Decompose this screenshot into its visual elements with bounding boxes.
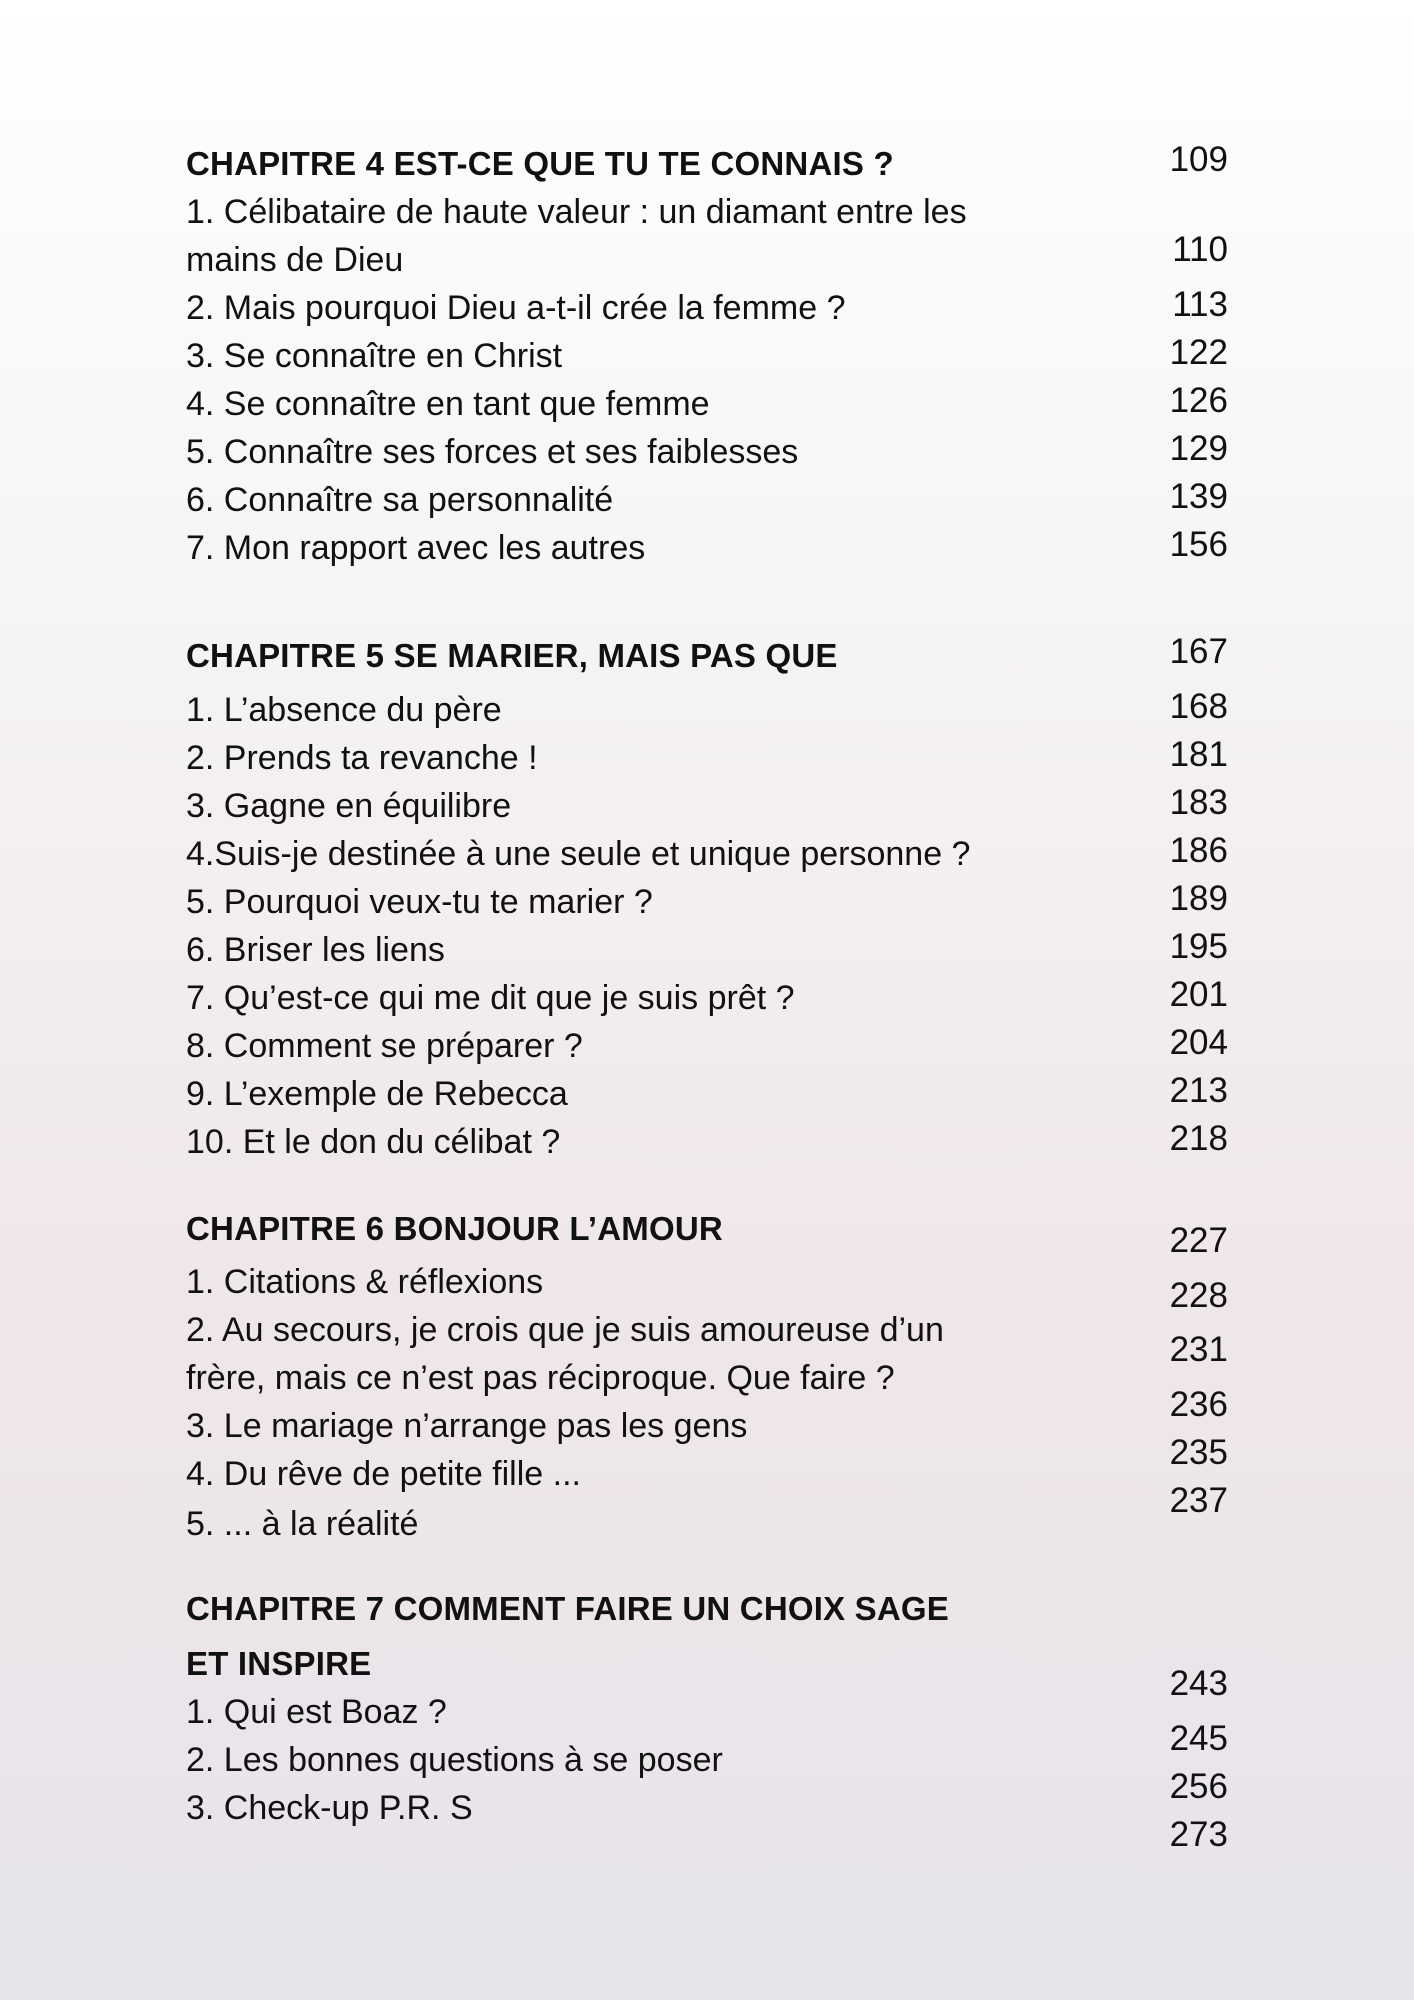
page-number: 256 <box>1169 1767 1228 1806</box>
page-number: 201 <box>1169 975 1228 1014</box>
toc-entry: 3. Se connaître en Christ <box>186 337 563 375</box>
page-number: 231 <box>1169 1330 1228 1369</box>
toc-entry: 4. Se connaître en tant que femme <box>186 385 710 423</box>
toc-entry: 8. Comment se préparer ? <box>186 1027 583 1065</box>
toc-entry: 6. Briser les liens <box>186 931 445 969</box>
page-number: 186 <box>1169 831 1228 870</box>
page-number: 156 <box>1169 525 1228 564</box>
page-number: 243 <box>1169 1664 1228 1703</box>
page-number: 181 <box>1169 735 1228 774</box>
page-number: 129 <box>1169 429 1228 468</box>
toc-entry: 1. Qui est Boaz ? <box>186 1693 447 1731</box>
page-number: 235 <box>1169 1433 1228 1472</box>
toc-entry: 5. Pourquoi veux-tu te marier ? <box>186 883 653 921</box>
chapter-heading-continuation: ET INSPIRE <box>186 1645 372 1682</box>
page-number: 227 <box>1169 1221 1228 1260</box>
toc-entry: 1. L’absence du père <box>186 691 502 729</box>
toc-entry: 2. Prends ta revanche ! <box>186 739 538 777</box>
toc-entry: 5. Connaître ses forces et ses faiblesses <box>186 433 799 471</box>
toc-entry: 1. Citations & réflexions <box>186 1263 544 1301</box>
page-number: 183 <box>1169 783 1228 822</box>
page-number: 245 <box>1169 1719 1228 1758</box>
toc-entry: 7. Mon rapport avec les autres <box>186 529 646 567</box>
toc-entry: 7. Qu’est-ce qui me dit que je suis prêt ? <box>186 979 795 1017</box>
toc-entry: 5. ... à la réalité <box>186 1505 419 1543</box>
page-number: 168 <box>1169 687 1228 726</box>
toc-entry: 4.Suis-je destinée à une seule et unique personne ? <box>186 835 971 873</box>
toc-entry-continuation: frère, mais ce n’est pas réciproque. Que faire ? <box>186 1359 895 1397</box>
toc-entry: 3. Le mariage n’arrange pas les gens <box>186 1407 748 1445</box>
page-number: 122 <box>1169 333 1228 372</box>
chapter-heading: CHAPITRE 6 BONJOUR L’AMOUR <box>186 1210 723 1247</box>
page-number: 189 <box>1169 879 1228 918</box>
page-number: 139 <box>1169 477 1228 516</box>
page-number: 213 <box>1169 1071 1228 1110</box>
toc-entry: 10. Et le don du célibat ? <box>186 1123 561 1161</box>
page-number: 218 <box>1169 1119 1228 1158</box>
toc-entry: 9. L’exemple de Rebecca <box>186 1075 568 1113</box>
toc-entry: 2. Au secours, je crois que je suis amoureuse d’un <box>186 1311 944 1349</box>
toc-entry-continuation: mains de Dieu <box>186 241 404 279</box>
toc-entry: 6. Connaître sa personnalité <box>186 481 614 519</box>
page-number: 109 <box>1169 140 1228 179</box>
toc-entry: 4. Du rêve de petite fille ... <box>186 1455 581 1493</box>
page-number: 237 <box>1169 1481 1228 1520</box>
chapter-heading: CHAPITRE 5 SE MARIER, MAIS PAS QUE <box>186 637 838 674</box>
page-number: 167 <box>1169 632 1228 671</box>
page-number: 110 <box>1172 230 1228 269</box>
page-number: 113 <box>1172 285 1228 324</box>
toc-entry: 3. Gagne en équilibre <box>186 787 512 825</box>
toc-entry: 3. Check-up P.R. S <box>186 1789 473 1827</box>
chapter-heading: CHAPITRE 4 EST-CE QUE TU TE CONNAIS ? <box>186 145 894 182</box>
page-number: 228 <box>1169 1276 1228 1315</box>
page-number: 126 <box>1169 381 1228 420</box>
toc-entry: 1. Célibataire de haute valeur : un diamant entre les <box>186 193 967 231</box>
toc-entry: 2. Les bonnes questions à se poser <box>186 1741 723 1779</box>
toc-entry: 2. Mais pourquoi Dieu a-t-il crée la femme ? <box>186 289 846 327</box>
page-number: 236 <box>1169 1385 1228 1424</box>
chapter-heading: CHAPITRE 7 COMMENT FAIRE UN CHOIX SAGE <box>186 1590 949 1627</box>
page-number: 273 <box>1169 1815 1228 1854</box>
page-number: 204 <box>1169 1023 1228 1062</box>
page-number: 195 <box>1169 927 1228 966</box>
